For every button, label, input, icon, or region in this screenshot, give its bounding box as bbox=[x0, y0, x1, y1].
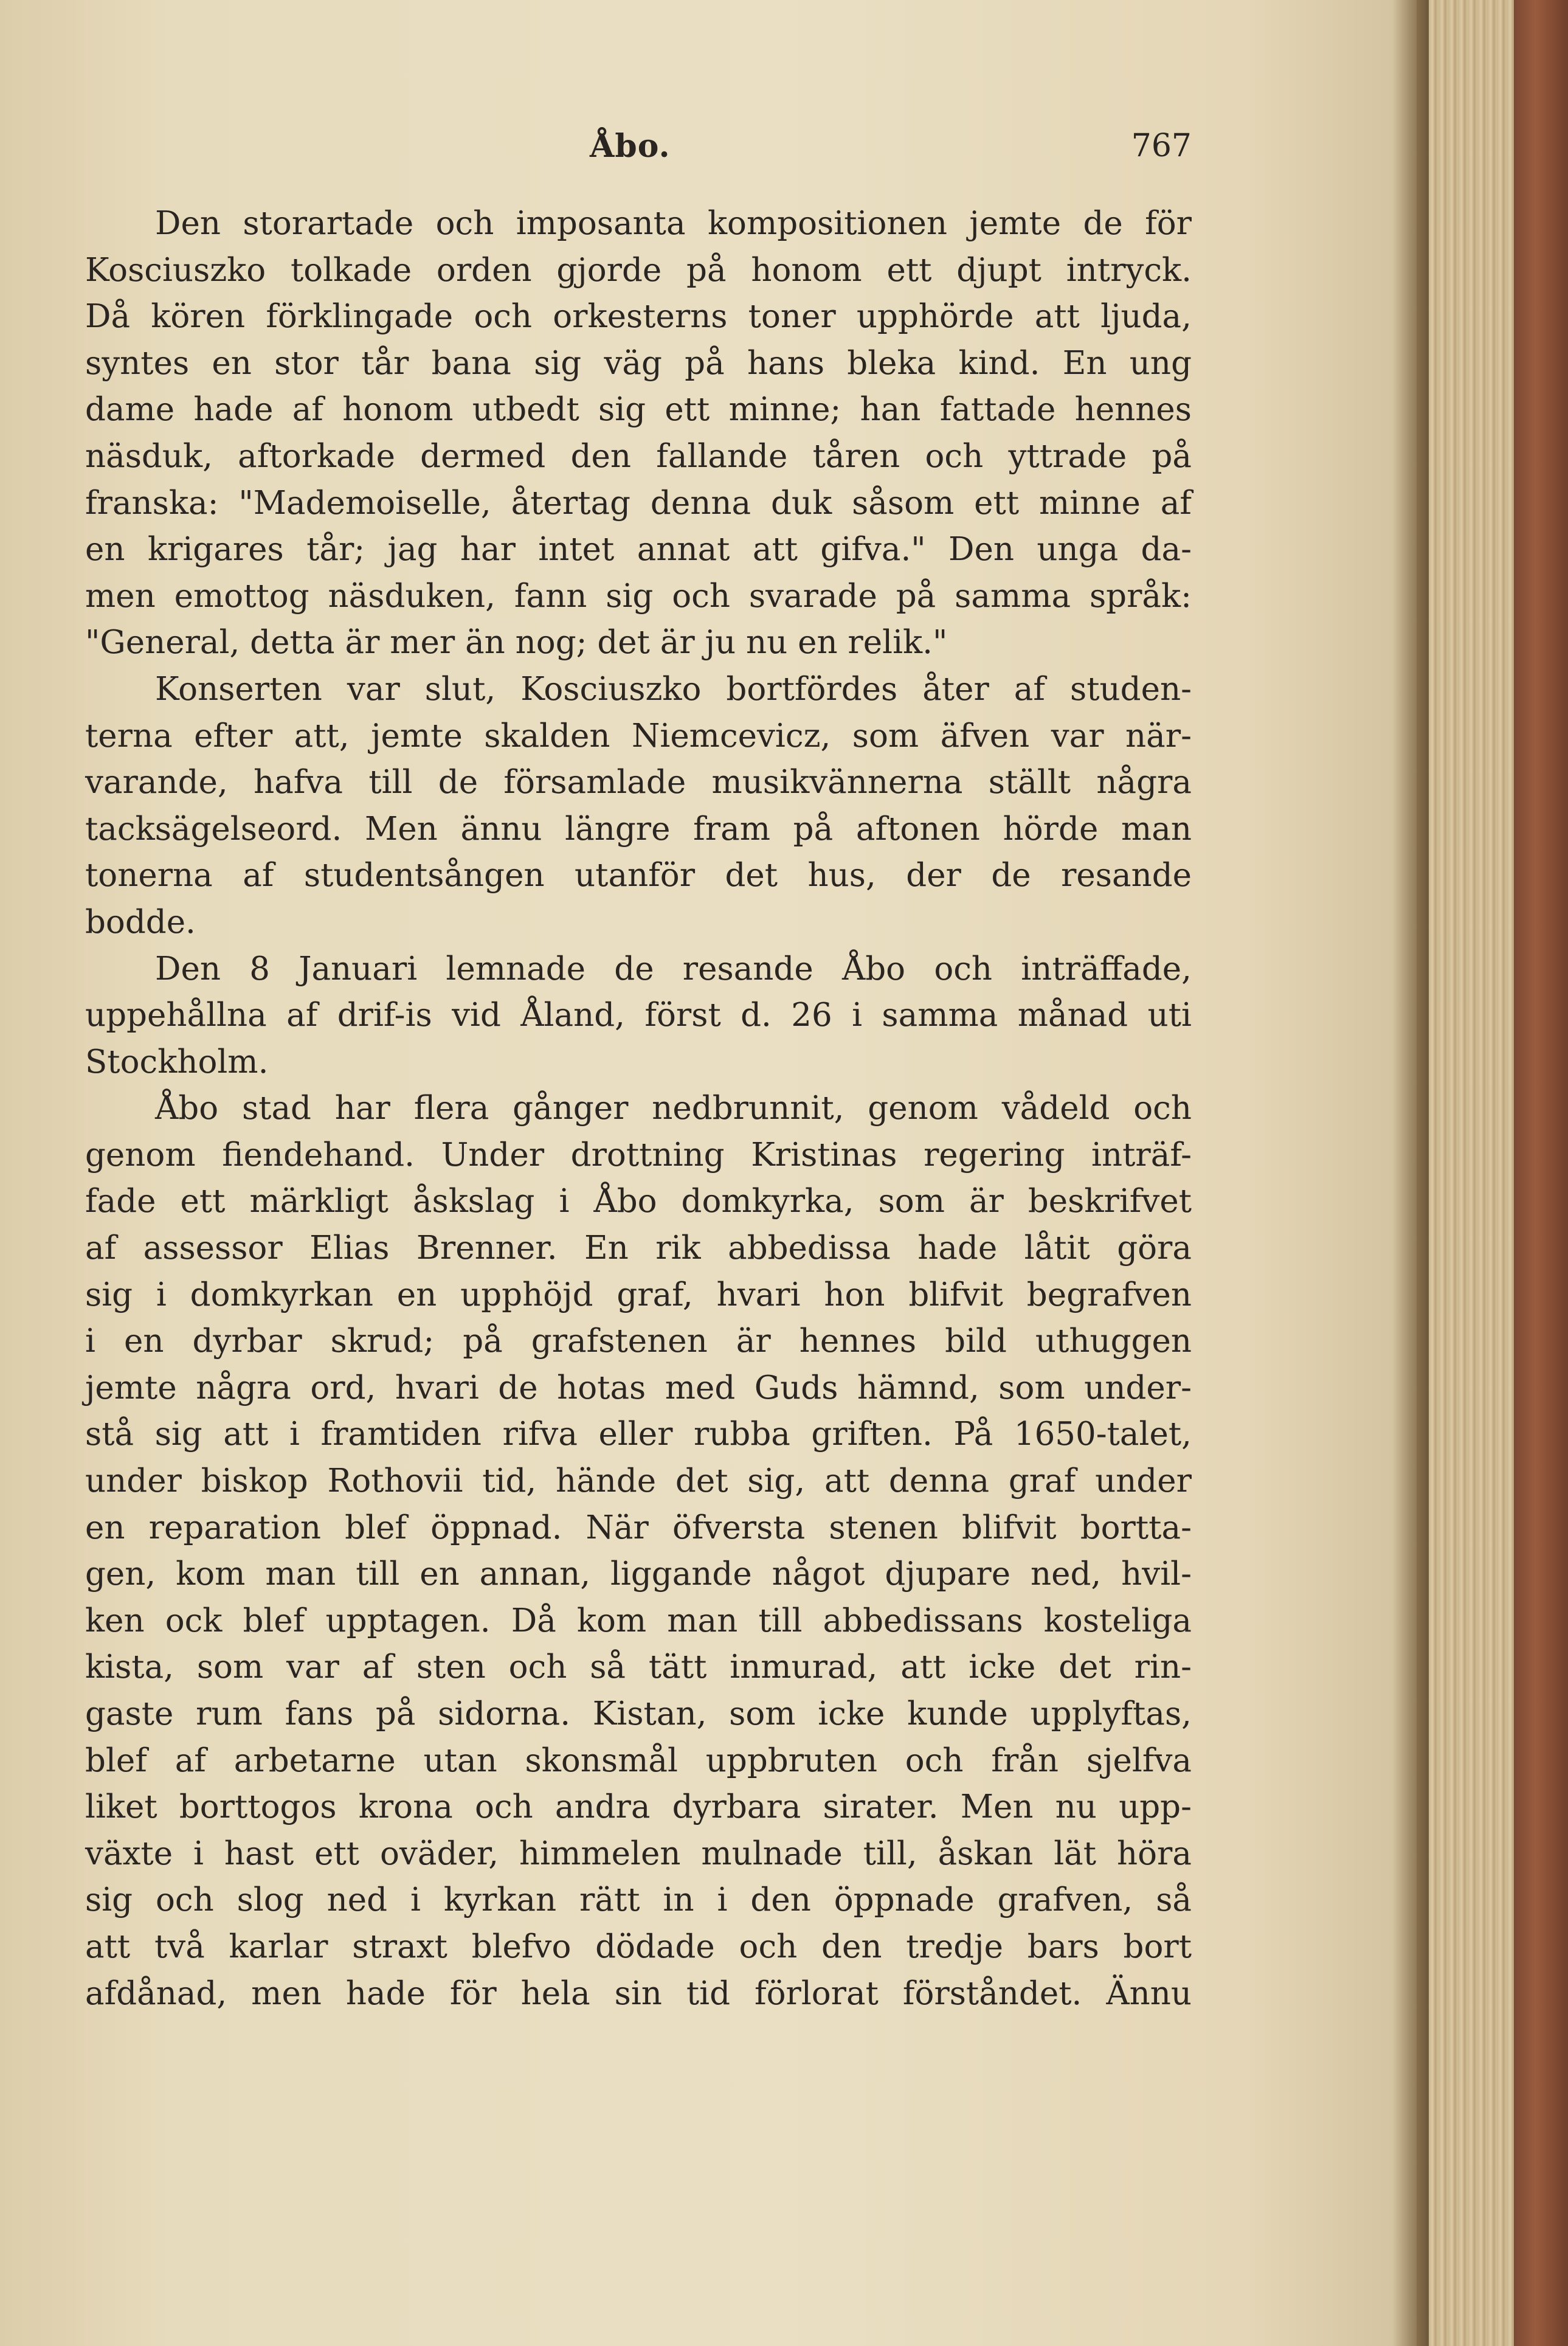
text-line: stå sig att i framtiden rifva eller rubba griften. På 1650-talet, bbox=[85, 1416, 1192, 1453]
text-line: fade ett märkligt åskslag i Åbo domkyrka, som är beskrifvet bbox=[85, 1183, 1192, 1220]
text-line: jemte några ord, hvari de hotas med Guds hämnd, som under- bbox=[85, 1369, 1192, 1407]
text-line: att två karlar straxt blefvo dödade och den tredje bars bort bbox=[85, 1928, 1192, 1965]
text-line: i en dyrbar skrud; på grafstenen är hennes bild uthuggen bbox=[85, 1323, 1192, 1360]
text-line: syntes en stor tår bana sig väg på hans bleka kind. En ung bbox=[85, 344, 1192, 382]
text-line: tonerna af studentsången utanför det hus, der de resande bbox=[85, 857, 1192, 894]
text-line: af assessor Elias Brenner. En rik abbedissa hade låtit göra bbox=[85, 1230, 1192, 1267]
text-line: ken ock blef upptagen. Då kom man till abbedissans kosteliga bbox=[85, 1602, 1192, 1639]
text-line: Den storartade och imposanta kompositionen jemte de för bbox=[155, 205, 1192, 242]
text-line: Kosciuszko tolkade orden gjorde på honom ett djupt intryck. bbox=[85, 251, 1192, 289]
text-line: uppehållna af drif-is vid Åland, först d. 26 i samma månad uti bbox=[85, 997, 1192, 1034]
text-line: Åbo stad har flera gånger nedbrunnit, genom vådeld och bbox=[155, 1090, 1192, 1127]
text-line: näsduk, aftorkade dermed den fallande tåren och yttrade på bbox=[85, 437, 1192, 475]
text-line: afdånad, men hade för hela sin tid förlorat förståndet. Ännu bbox=[85, 1974, 1192, 2012]
text-line: gaste rum fans på sidorna. Kistan, som icke kunde upplyftas, bbox=[85, 1695, 1192, 1732]
text-line: Stockholm. bbox=[85, 1043, 269, 1081]
text-line: dame hade af honom utbedt sig ett minne; han fattade hennes bbox=[85, 391, 1192, 429]
text-line: men emottog näsduken, fann sig och svarade på samma språk: bbox=[85, 577, 1192, 615]
text-line: växte i hast ett oväder, himmelen mulnade till, åskan lät höra bbox=[85, 1835, 1192, 1872]
text-line: gen, kom man till en annan, liggande något djupare ned, hvil- bbox=[85, 1555, 1192, 1593]
text-line: terna efter att, jemte skalden Niemcevicz, som äfven var när- bbox=[85, 717, 1192, 755]
text-line: blef af arbetarne utan skonsmål uppbruten och från sjelfva bbox=[85, 1742, 1192, 1779]
text-line: "General, detta är mer än nog; det är ju nu en relik." bbox=[85, 624, 948, 662]
text-line: sig och slog ned i kyrkan rätt in i den öppnade grafven, så bbox=[85, 1881, 1192, 1919]
text-line: liket borttogos krona och andra dyrbara sirater. Men nu upp- bbox=[85, 1788, 1192, 1826]
text-line: under biskop Rothovii tid, hände det sig, att denna graf under bbox=[85, 1462, 1192, 1500]
running-title: Åbo. bbox=[590, 128, 671, 165]
text-line: bodde. bbox=[85, 903, 196, 941]
text-line: genom fiendehand. Under drottning Kristinas regering inträf- bbox=[85, 1136, 1192, 1174]
page-header bbox=[85, 128, 1192, 176]
page-gutter-shadow bbox=[1392, 0, 1429, 2346]
page-edges bbox=[1429, 0, 1514, 2346]
text-line: tacksägelseord. Men ännu längre fram på aftonen hörde man bbox=[85, 810, 1192, 848]
text-line: Konserten var slut, Kosciuszko bortfördes åter af studen- bbox=[155, 670, 1192, 708]
text-line: franska: "Mademoiselle, återtag denna duk såsom ett minne af bbox=[85, 484, 1192, 522]
text-line: en krigares tår; jag har intet annat att gifva." Den unga da- bbox=[85, 531, 1192, 569]
text-line: sig i domkyrkan en upphöjd graf, hvari hon blifvit begrafven bbox=[85, 1276, 1192, 1313]
text-line: Då kören förklingade och orkesterns toner upphörde att ljuda, bbox=[85, 298, 1192, 336]
page-number: 767 bbox=[1131, 128, 1192, 164]
book-cover-edge bbox=[1514, 0, 1568, 2346]
text-line: Den 8 Januari lemnade de resande Åbo och inträffade, bbox=[155, 950, 1192, 988]
text-line: varande, hafva till de församlade musikvännerna ställt några bbox=[85, 764, 1192, 801]
body-text bbox=[85, 201, 1192, 2017]
text-line: kista, som var af sten och så tätt inmurad, att icke det rin- bbox=[85, 1649, 1192, 1686]
text-line: en reparation blef öppnad. När öfversta stenen blifvit bortta- bbox=[85, 1509, 1192, 1546]
